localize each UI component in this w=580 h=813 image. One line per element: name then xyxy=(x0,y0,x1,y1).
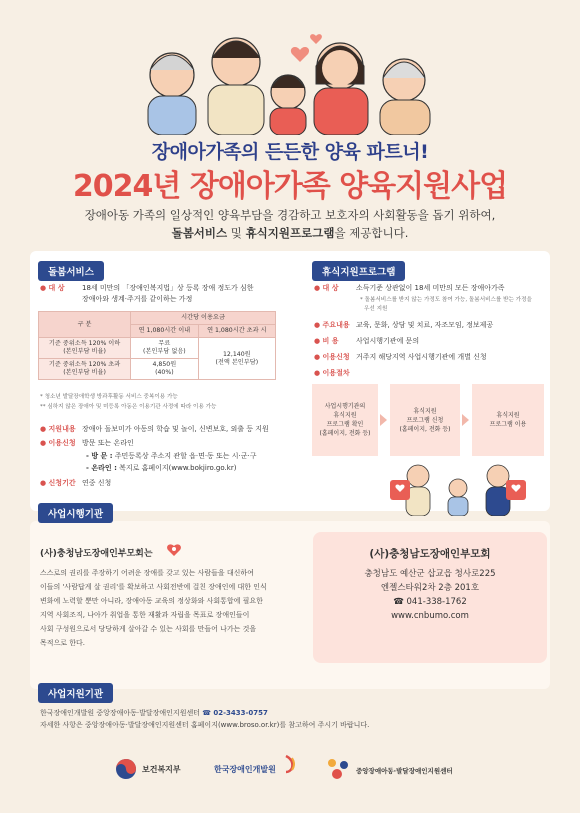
rest-procedure-key: ● 이용절차 xyxy=(314,368,356,379)
support-org-name: 한국장애인개발원 중앙장애아동·발달장애인지원센터 xyxy=(40,709,200,717)
rest-target-note-1: * 돌봄서비스를 받지 않는 가정도 참여 가능, 돌봄서비스를 받는 가정을 xyxy=(360,297,532,303)
center-logo-text: 중앙장애아동·발달장애인지원센터 xyxy=(356,767,453,775)
care-support xyxy=(40,424,269,435)
org-card-phone: ☎ 041-338-1762 xyxy=(393,597,467,607)
intro-care: 돌봄서비스 xyxy=(171,226,228,240)
family-hearts-illustration xyxy=(388,456,528,516)
org-desc-line: 목적으로 한다. xyxy=(40,639,86,647)
intro-line-1: 장애아동 가족의 일상적인 양육부담을 경감하고 보호자의 사회활동을 돕기 위하여, xyxy=(84,208,496,222)
fee-row1-value-2: (본인부담 없음) xyxy=(143,348,186,355)
fee-over-value-2: (전액 본인부담) xyxy=(215,358,259,366)
fee-row1-value-1: 무료 xyxy=(158,340,171,347)
care-target xyxy=(40,283,285,305)
fee-row2-label xyxy=(39,359,131,380)
fee-col-under: 연 1,080시간 이내 xyxy=(131,325,199,338)
rest-apply-value: 거주지 해당지역 사업시행기관에 개별 신청 xyxy=(356,353,487,361)
care-online-value: 복지로 홈페이지(www.bokjiro.go.kr) xyxy=(119,464,237,472)
care-online xyxy=(86,463,236,474)
fee-col-type: 구 분 xyxy=(39,312,131,338)
mohw-logo-text: 보건복지부 xyxy=(142,765,181,774)
rest-target-key: ● 대 상 xyxy=(314,283,356,294)
org-card-address-2: 엔젤스타워2차 2층 201호 xyxy=(380,583,480,593)
rest-target-value: 소득기준 상관없이 18세 미만의 모든 장애아가족 xyxy=(356,284,505,292)
intro-tail: 을 제공합니다. xyxy=(334,226,409,240)
fee-row2-label-1: 기준 중위소득 120% 초과 xyxy=(48,361,121,368)
support-org-label: 사업지원기관 xyxy=(38,683,113,703)
care-period-value: 연중 신청 xyxy=(82,479,112,487)
org-label: 사업시행기관 xyxy=(38,503,113,523)
org-name: (사)충청남도장애인부모회는 xyxy=(40,549,153,559)
care-visit xyxy=(86,451,257,462)
fee-row2-label-2: (본인부담 비율) xyxy=(63,369,106,376)
org-desc-line: 사회 구성원으로서 당당하게 살아갈 수 있는 사회를 만들어 나가는 것을 xyxy=(40,625,257,633)
rest-target-note-2: 우선 지원 xyxy=(364,306,388,312)
family-illustration xyxy=(0,0,580,135)
center-logo-icon xyxy=(326,757,352,781)
intro-and: 및 xyxy=(227,226,246,240)
fee-over-value-1: 12,140원 xyxy=(223,350,251,358)
org-card-name: (사)충청남도장애인부모회 xyxy=(369,548,491,560)
fee-row2-value-1: 4,850원 xyxy=(152,361,177,368)
fee-row1-label xyxy=(39,338,131,359)
org-card-address-1: 충청남도 예산군 삽교읍 청사로225 xyxy=(364,569,496,579)
care-target-value-1: 18세 미만의 「장애인복지법」상 등록 장애 정도가 심한 xyxy=(82,284,254,292)
care-online-label: - 온라인 : xyxy=(86,464,117,472)
intro-line-2 xyxy=(0,224,580,242)
rest-content-value: 교육, 문화, 상담 및 치료, 자조모임, 정보제공 xyxy=(356,321,494,329)
care-visit-value: 주민등록상 주소지 관할 읍·면·동 또는 시·군·구 xyxy=(114,452,257,460)
slogan: 장애아가족의 든든한 양육 파트너! xyxy=(151,141,429,163)
mohw-logo-icon xyxy=(115,758,137,780)
rest-program-label: 휴식지원프로그램 xyxy=(312,261,405,281)
rest-step-3: 휴식지원 프로그램 이용 xyxy=(472,384,544,456)
rest-step-1: 사업시행기관의 휴식지원 프로그램 확인 (홈페이지, 전화 등) xyxy=(312,384,378,456)
org-card-website[interactable]: www.cnbumo.com xyxy=(391,611,469,621)
rest-cost-key: ● 비 용 xyxy=(314,336,356,347)
care-apply-value: 방문 또는 온라인 xyxy=(82,439,134,447)
org-desc-line: 지역 사회조직, 나아가 취업을 통한 재활과 자립을 목표로 장애인들이 xyxy=(40,611,250,619)
care-target-key: ● 대 상 xyxy=(40,283,82,294)
arrow-right-icon xyxy=(380,414,387,426)
care-period-key: ● 신청기간 xyxy=(40,478,82,489)
rest-content-key: ● 주요내용 xyxy=(314,320,356,331)
fee-col-over: 연 1,080시간 초과 시 xyxy=(198,325,275,338)
care-apply xyxy=(40,438,134,449)
rest-apply xyxy=(314,352,487,363)
org-desc-line: 스스로의 권리를 주장하기 어려운 장애를 갖고 있는 사람들을 대신하여 xyxy=(40,569,254,577)
arrow-right-icon xyxy=(462,414,469,426)
org-desc-line: 변화에 노력할 뿐만 아니라, 장애아동 교육의 정상화와 사회통합에 필요한 xyxy=(40,597,263,605)
fee-row2-value-2: (40%) xyxy=(155,369,174,376)
care-service-label: 돌봄서비스 xyxy=(38,261,104,281)
fee-row1-label-2: (본인부담 비율) xyxy=(63,348,106,355)
care-period xyxy=(40,478,111,489)
rest-apply-key: ● 이용신청 xyxy=(314,352,356,363)
rest-cost-value: 사업시행기관에 문의 xyxy=(356,337,420,345)
fee-row1-label-1: 기준 중위소득 120% 이하 xyxy=(48,340,121,347)
org-contact-card xyxy=(313,532,547,663)
care-note-1: * 청소년 발달장애학생 방과후활동 서비스 중복이용 가능 xyxy=(40,394,178,400)
support-org-line-1 xyxy=(40,707,268,719)
fee-table xyxy=(38,311,276,380)
rest-procedure xyxy=(314,368,356,379)
care-support-key: ● 지원내용 xyxy=(40,424,82,435)
org-description xyxy=(40,566,305,650)
support-org-phone: ☎ 02-3433-0757 xyxy=(202,709,268,717)
koddi-logo-icon xyxy=(282,754,298,774)
care-support-value: 장애아 돌보미가 아동의 학습 및 놀이, 신변보호, 외출 등 지원 xyxy=(82,425,269,433)
org-heart-logo-icon xyxy=(166,542,182,558)
rest-target xyxy=(314,283,546,294)
fee-row1-value xyxy=(131,338,199,359)
intro-text xyxy=(0,206,580,242)
koddi-logo-text: 한국장애인개발원 xyxy=(214,765,276,774)
support-org-line-2: 자세한 사항은 중앙장애아동·발달장애인지원센터 홈페이지(www.broso.or.kr)를 참고하여 주시기 바랍니다. xyxy=(40,721,370,729)
intro-rest: 휴식지원프로그램 xyxy=(245,226,335,240)
care-target-value-2: 장애아와 생계·주거를 같이하는 가정 xyxy=(82,295,193,303)
rest-step-2: 휴식지원 프로그램 신청 (홈페이지, 전화 등) xyxy=(390,384,460,456)
fee-row2-value xyxy=(131,359,199,380)
fee-col-fee: 시간당 이용요금 xyxy=(131,312,276,325)
care-visit-label: - 방 문 : xyxy=(86,452,113,460)
care-note-2: ** 심하지 않은 장애아 및 미등록 아동은 이용기관 사정에 따라 이용 가능 xyxy=(40,404,217,410)
page-title: 2024년 장애아가족 양육지원사업 xyxy=(72,169,508,204)
care-apply-key: ● 이용신청 xyxy=(40,438,82,449)
rest-content xyxy=(314,320,493,331)
rest-cost xyxy=(314,336,419,347)
fee-over-value xyxy=(198,338,275,380)
org-desc-line: 이들의 '사람답게 살 권리'를 확보하고 사회전반에 걸친 장애인에 대한 인식 xyxy=(40,583,267,591)
